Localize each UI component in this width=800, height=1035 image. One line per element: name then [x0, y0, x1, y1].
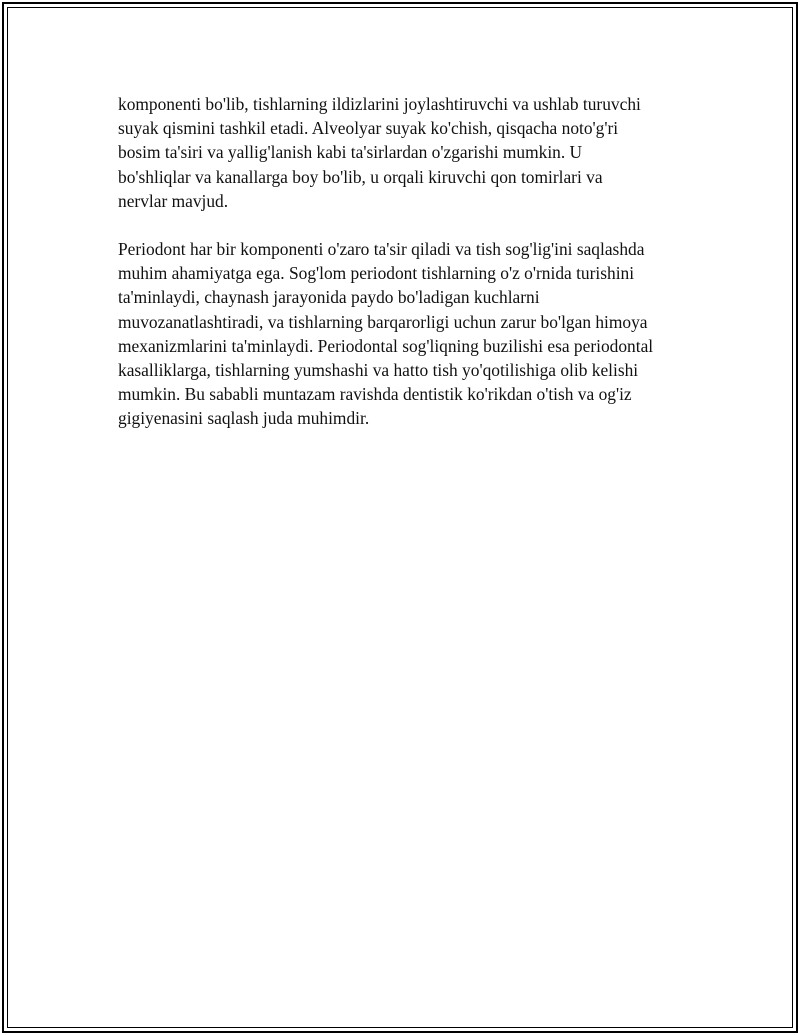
document-body: [118, 92, 708, 455]
text-line: suyak qismini tashkil etadi. Alveolyar suyak ko'chish, qisqacha noto'g'ri: [118, 118, 619, 139]
text-line: bosim ta'siri va yallig'lanish kabi ta'sirlardan o'zgarishi mumkin. U: [118, 142, 583, 163]
text-line: komponenti bo'lib, tishlarning ildizlarini joylashtiruvchi va ushlab turuvchi: [118, 94, 641, 114]
text-line: kasalliklarga, tishlarning yumshashi va hatto tish yo'qotilishiga olib kelishi: [118, 360, 639, 381]
paragraph-alveolar-bone: [118, 92, 708, 213]
text-line: ta'minlaydi, chaynash jarayonida paydo bo'ladigan kuchlarni: [118, 287, 540, 308]
text-line: Periodont har bir komponenti o'zaro ta'sir qiladi va tish sog'lig'ini saqlashda: [118, 239, 645, 260]
text-line: gigiyenasini saqlash juda muhimdir.: [118, 408, 370, 429]
text-line: bo'shliqlar va kanallarga boy bo'lib, u orqali kiruvchi qon tomirlari va: [118, 166, 603, 187]
text-line: nervlar mavjud.: [118, 190, 229, 211]
text-line: mumkin. Bu sababli muntazam ravishda dentistik ko'rikdan o'tish va og'iz: [118, 384, 632, 405]
text-line: muvozanatlashtiradi, va tishlarning barqarorligi uchun zarur bo'lgan himoya: [118, 311, 648, 332]
text-line: mexanizmlarini ta'minlaydi. Periodontal sog'liqning buzilishi esa periodontal: [118, 335, 654, 356]
text-line: muhim ahamiyatga ega. Sog'lom periodont tishlarning o'z o'rnida turishini: [118, 263, 635, 284]
paragraph-periodont-summary: [118, 237, 708, 431]
